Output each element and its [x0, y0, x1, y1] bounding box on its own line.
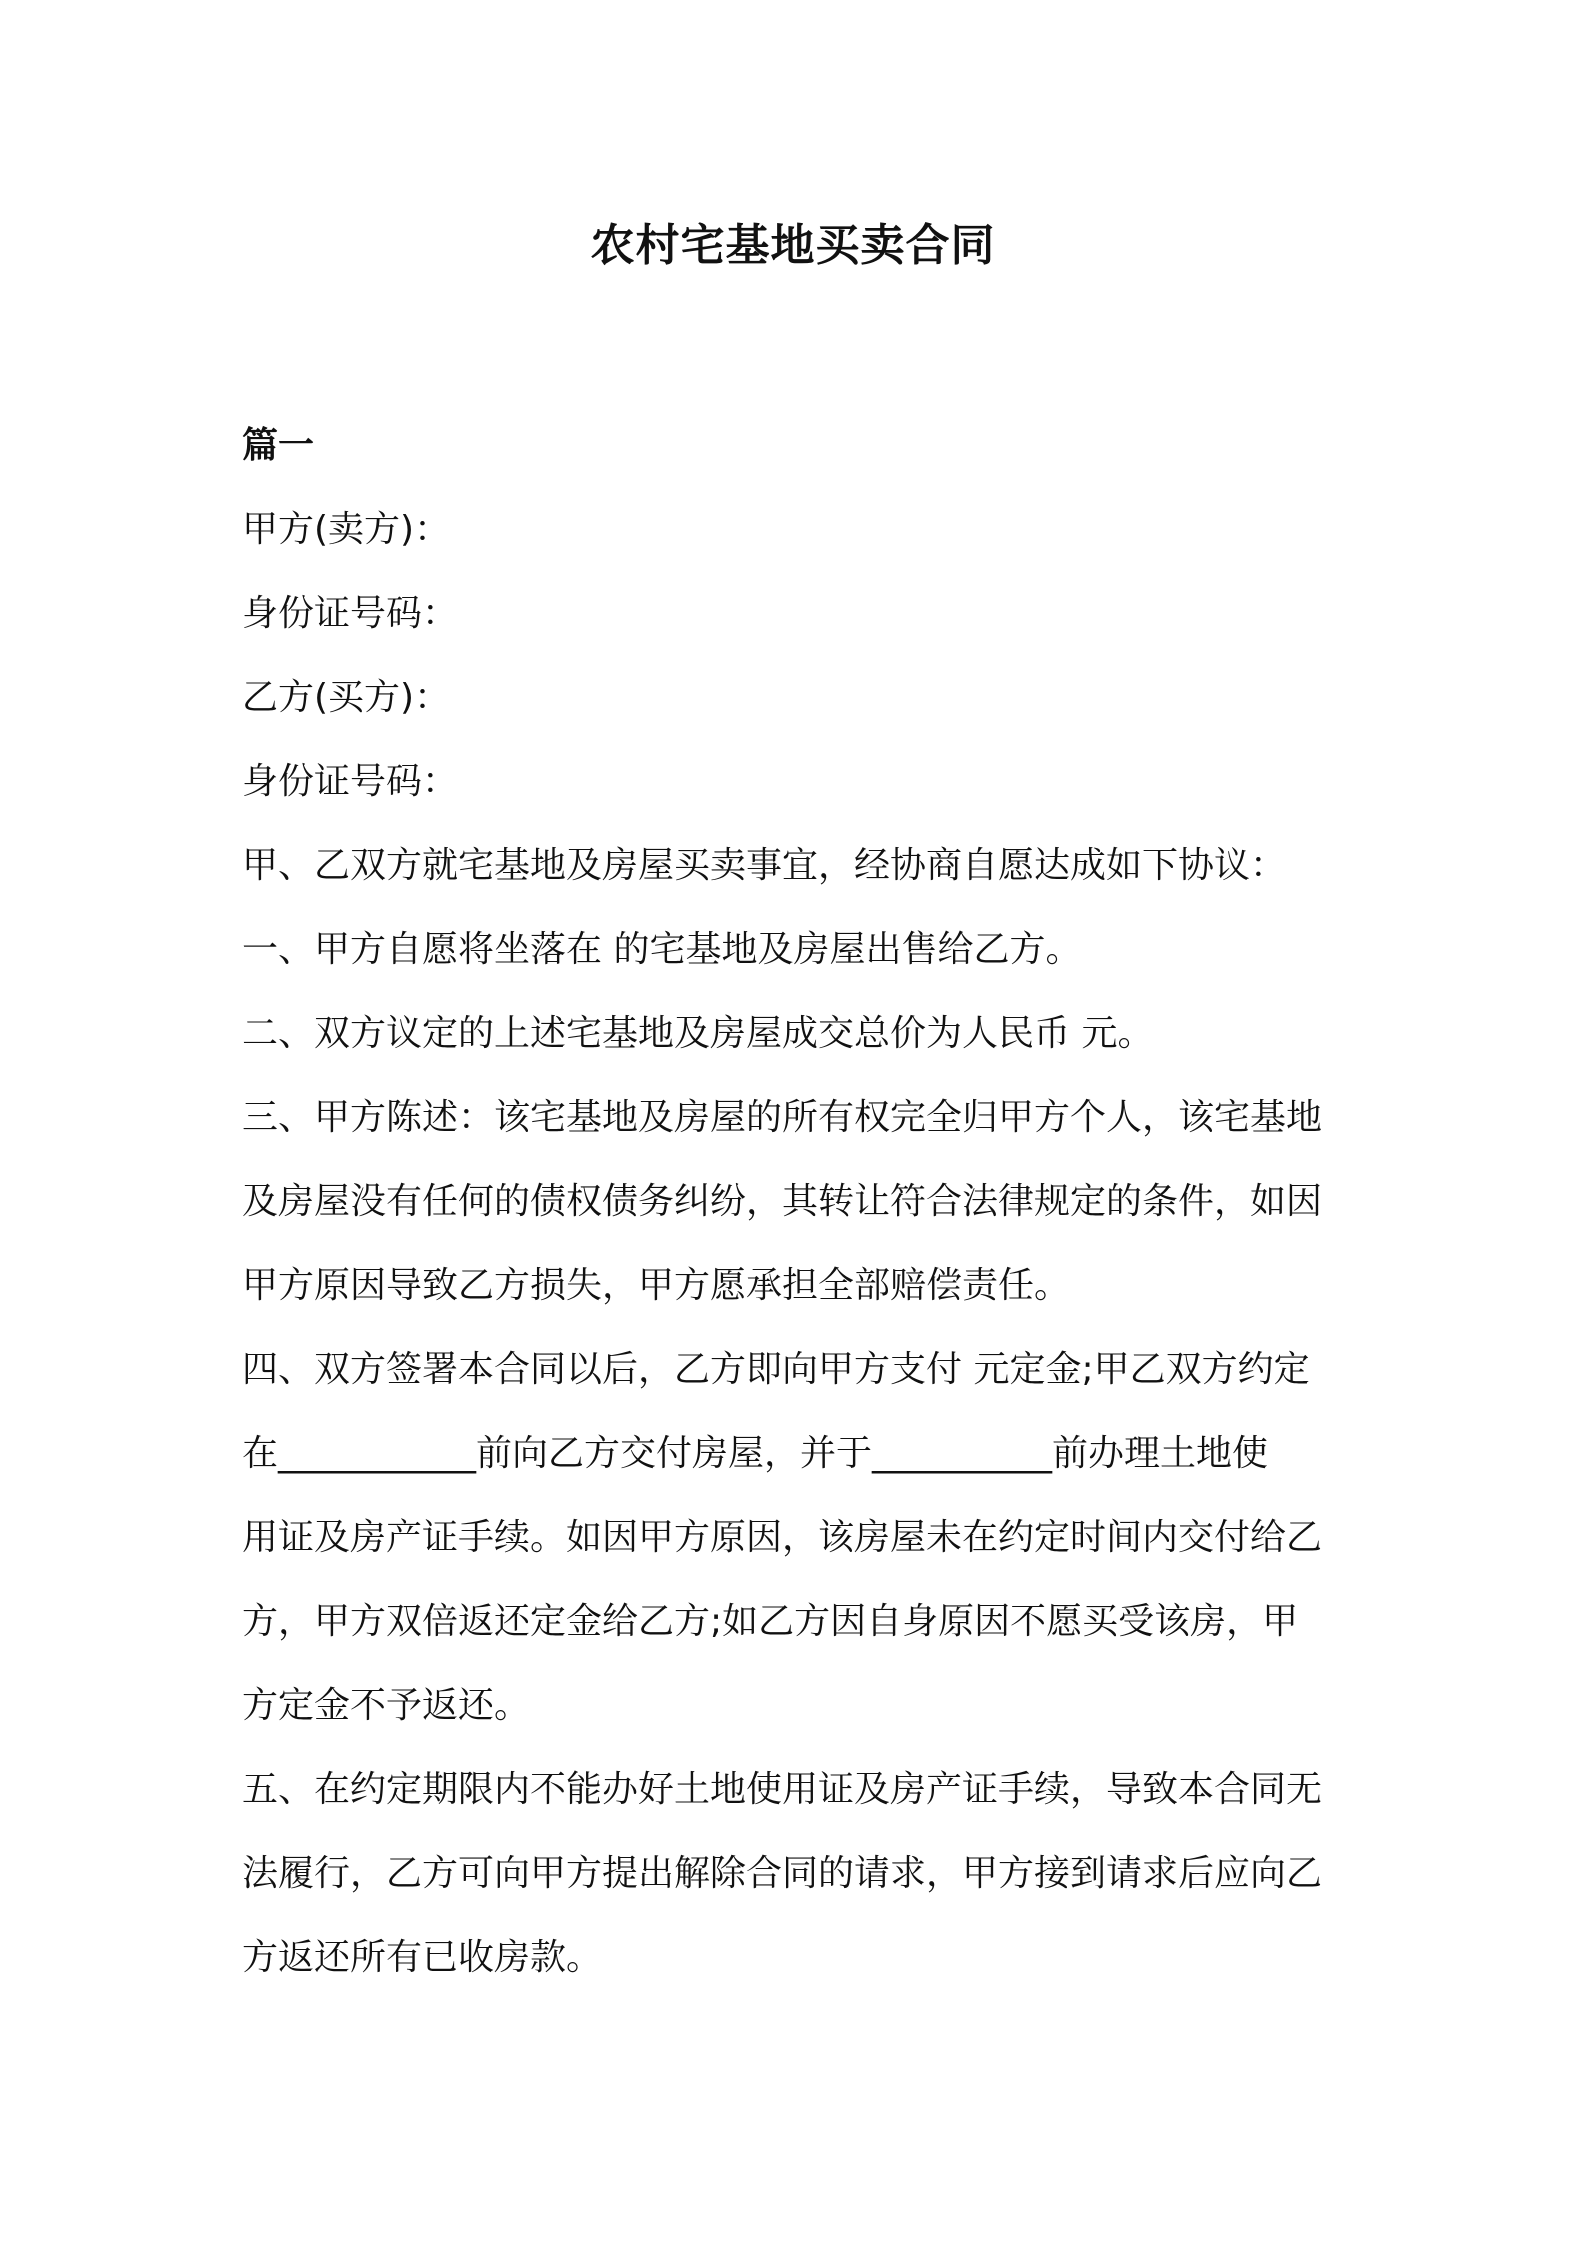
clause-5-line-3: 方返还所有已收房款。 [242, 1937, 603, 1978]
party-b-id-line: 身份证号码： [242, 761, 459, 802]
party-a-id-line: 身份证号码： [242, 593, 459, 634]
clause-4-line-2: 在___________前向乙方交付房屋，并于__________前办理土地使 [242, 1433, 1269, 1474]
document-title: 农村宅基地买卖合同 [590, 220, 996, 271]
clause-5-line-2: 法履行，乙方可向甲方提出解除合同的请求，甲方接到请求后应向乙 [242, 1853, 1323, 1894]
clause-1: 一、甲方自愿将坐落在 的宅基地及房屋出售给乙方。 [242, 929, 1082, 970]
clause-4-line-4: 方，甲方双倍返还定金给乙方;如乙方因自身原因不愿买受该房，甲 [242, 1601, 1299, 1642]
clause-4-line-5: 方定金不予返还。 [242, 1685, 531, 1726]
section-heading: 篇一 [242, 425, 315, 466]
clause-3-line-1: 三、甲方陈述：该宅基地及房屋的所有权完全归甲方个人，该宅基地 [242, 1097, 1323, 1138]
clause-3-line-2: 及房屋没有任何的债权债务纠纷，其转让符合法律规定的条件，如因 [242, 1181, 1323, 1222]
clause-5-line-1: 五、在约定期限内不能办好土地使用证及房产证手续，导致本合同无 [242, 1769, 1323, 1810]
party-b-line: 乙方(买方)： [242, 677, 451, 718]
party-a-line: 甲方(卖方)： [242, 509, 451, 550]
clause-3-line-3: 甲方原因导致乙方损失，甲方愿承担全部赔偿责任。 [242, 1265, 1071, 1306]
clause-4-line-1: 四、双方签署本合同以后，乙方即向甲方支付 元定金;甲乙双方约定 [242, 1349, 1310, 1390]
clause-4-line-3: 用证及房产证手续。如因甲方原因，该房屋未在约定时间内交付给乙 [242, 1517, 1323, 1558]
document-body [242, 404, 1352, 2000]
clause-2: 二、双方议定的上述宅基地及房屋成交总价为人民币 元。 [242, 1013, 1154, 1054]
agreement-intro: 甲、乙双方就宅基地及房屋买卖事宜，经协商自愿达成如下协议： [242, 845, 1287, 886]
